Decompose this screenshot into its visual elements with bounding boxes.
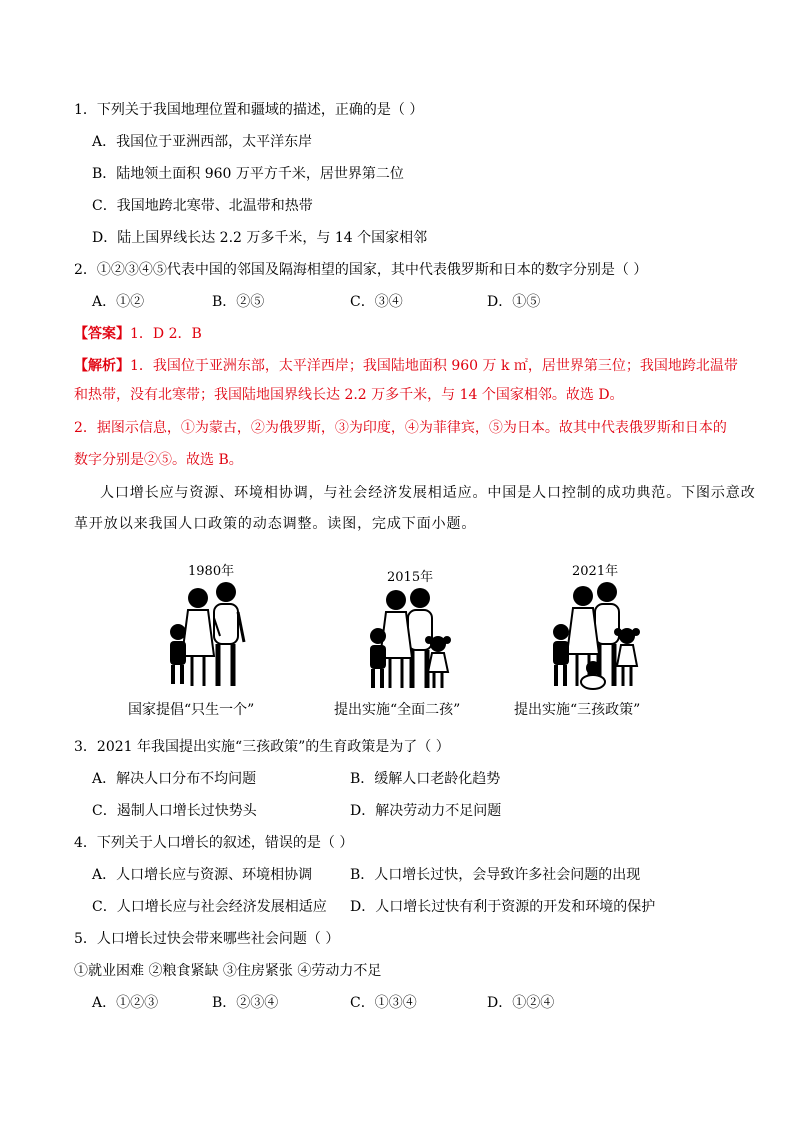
- answer-text: 1．D 2．B: [130, 326, 202, 342]
- answer-line: [74, 325, 202, 343]
- q4-option-d: D．人口增长过快有利于资源的开发和环境的保护: [350, 899, 656, 915]
- q1-option-b: B．陆地领土面积 960 万平方千米，居世界第二位: [92, 166, 404, 182]
- q3-option-a: A．解决人口分布不均问题: [92, 771, 257, 787]
- q5-items: ①就业困难 ②粮食紧缺 ③住房紧张 ④劳动力不足: [74, 963, 382, 979]
- answer-tag: 【答案】: [74, 326, 130, 342]
- family-two-children-image: [362, 584, 462, 694]
- q4-option-c: C．人口增长应与社会经济发展相适应: [92, 899, 327, 915]
- q5-stem: 5．人口增长过快会带来哪些社会问题（ ）: [74, 931, 340, 947]
- q1-option-d: D．陆上国界线长达 2.2 万多千米，与 14 个国家相邻: [92, 230, 428, 246]
- q4-option-a: A．人口增长应与资源、环境相协调: [92, 867, 313, 883]
- q2-option-d: D．①⑤: [487, 294, 541, 310]
- q5-option-d: D．①②④: [487, 995, 555, 1011]
- q1-option-a: A．我国位于亚洲西部，太平洋东岸: [92, 134, 313, 150]
- analysis-line-1: [74, 357, 738, 375]
- q4-stem: 4．下列关于人口增长的叙述，错误的是（ ）: [74, 835, 354, 851]
- panel-2015-caption: 提出实施“全面二孩”: [334, 702, 461, 718]
- panel-2021-caption: 提出实施“三孩政策”: [514, 702, 641, 718]
- panel-2021-year: 2021年: [572, 564, 619, 579]
- q5-option-a: A．①②③: [92, 995, 159, 1011]
- intro-line-1: 人口增长应与资源、环境相协调，与社会经济发展相适应。中国是人口控制的成功典范。下图示意改: [100, 485, 756, 501]
- q1-stem: 1．下列关于我国地理位置和疆域的描述，正确的是（ ）: [74, 102, 424, 118]
- q3-option-b: B．缓解人口老龄化趋势: [350, 771, 501, 787]
- analysis-text-1: 1．我国位于亚洲东部，太平洋西岸；我国陆地面积 960 万 k ㎡，居世界第三位；我国地跨北温带: [130, 358, 738, 374]
- q2-stem: 2．①②③④⑤代表中国的邻国及隔海相望的国家，其中代表俄罗斯和日本的数字分别是（ ）: [74, 262, 648, 278]
- analysis-line-2: 和热带，没有北寒带；我国陆地国界线长达 2.2 万多千米，与 14 个国家相邻。故选 D。: [74, 387, 624, 403]
- q1-option-c: C．我国地跨北寒带、北温带和热带: [92, 198, 313, 214]
- family-one-child-image: [160, 578, 260, 693]
- panel-2015-year: 2015年: [387, 570, 434, 585]
- family-three-children-image: [547, 578, 647, 693]
- q2-option-c: C．③④: [350, 294, 403, 310]
- q2-option-a: A．①②: [92, 294, 145, 310]
- q3-option-c: C．遏制人口增长过快势头: [92, 803, 257, 819]
- q3-option-d: D．解决劳动力不足问题: [350, 803, 502, 819]
- q5-option-b: B．②③④: [212, 995, 279, 1011]
- panel-1980-year: 1980年: [188, 564, 235, 579]
- analysis-line-3: 2．据图示信息，①为蒙古，②为俄罗斯，③为印度，④为菲律宾，⑤为日本。故其中代表俄罗斯和日本的: [74, 420, 727, 436]
- analysis-tag: 【解析】: [74, 358, 130, 374]
- analysis-line-4: 数字分别是②⑤。故选 B。: [74, 452, 243, 468]
- panel-1980-caption: 国家提倡“只生一个”: [128, 702, 255, 718]
- q2-option-b: B．②⑤: [212, 294, 265, 310]
- intro-line-2: 革开放以来我国人口政策的动态调整。读图，完成下面小题。: [74, 516, 477, 532]
- q4-option-b: B．人口增长过快，会导致许多社会问题的出现: [350, 867, 641, 883]
- q5-option-c: C．①③④: [350, 995, 417, 1011]
- q3-stem: 3．2021 年我国提出实施“三孩政策”的生育政策是为了（ ）: [74, 739, 450, 755]
